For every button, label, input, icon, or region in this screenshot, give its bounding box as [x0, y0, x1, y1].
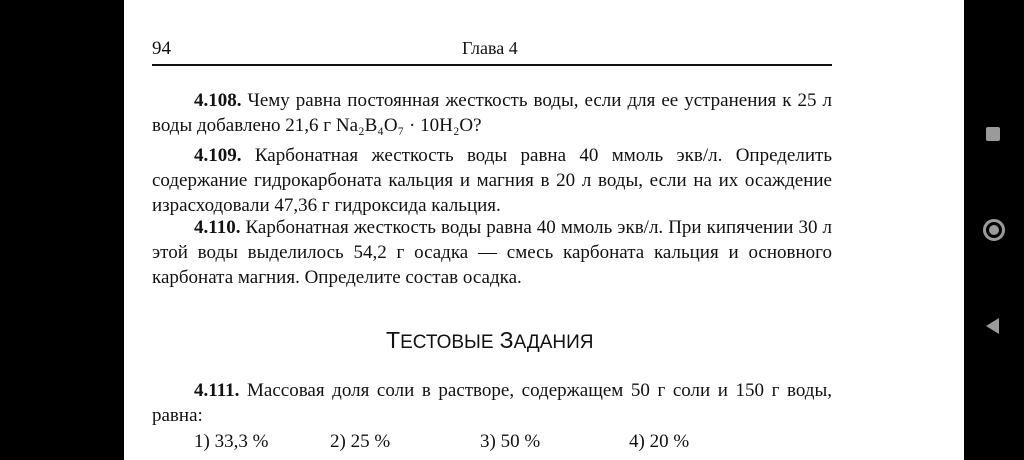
problem-text: Массовая доля соли в растворе, содержащем 50 г соли и 150 г воды, равна:	[152, 380, 832, 426]
page-number: 94	[152, 38, 171, 59]
problem-4-108	[152, 88, 832, 138]
problem-4-109	[152, 143, 832, 218]
recent-apps-icon[interactable]	[986, 127, 1000, 141]
problem-4-111	[152, 378, 832, 428]
book-page	[124, 0, 964, 460]
chapter-title: Глава 4	[462, 38, 518, 58]
left-dark-margin	[0, 0, 124, 460]
problem-text: Карбонатная жесткость воды равна 40 ммоль экв/л. Определить содержание гидрокарбоната кальция и магния в 20 л воды, если на их осаждение израсходовали 47,36 г гидроксида кальция.	[152, 145, 832, 216]
system-navigation-bar	[964, 0, 1024, 460]
answer-option-3: 3) 50 %	[480, 431, 541, 452]
answer-option-1: 1) 33,3 %	[194, 431, 269, 452]
problem-4-110	[152, 215, 832, 290]
problem-number: 4.109.	[194, 145, 242, 166]
problem-text: Чему равна постоянная жесткость воды, если для ее устранения к 25 л воды добавлено 21,6 г	[152, 90, 832, 136]
problem-number: 4.111.	[194, 380, 240, 401]
back-icon[interactable]	[986, 318, 999, 334]
chemical-formula: Na₂B₄O₇ · 10H₂O?	[335, 115, 482, 136]
problem-number: 4.110.	[194, 217, 241, 238]
answer-option-2: 2) 25 %	[330, 431, 391, 452]
home-icon[interactable]	[983, 219, 1005, 241]
problem-text: Карбонатная жесткость воды равна 40 ммоль экв/л. При кипячении 30 л этой воды выделилось 54,2 г осадка — смесь карбоната кальция и основного карбоната магния. Определите состав осадка.	[152, 217, 832, 288]
section-heading: ТЕСТОВЫЕ ЗАДАНИЯ	[386, 327, 594, 353]
page-header	[152, 38, 832, 66]
answer-option-4: 4) 20 %	[629, 431, 690, 452]
problem-number: 4.108.	[194, 90, 242, 111]
